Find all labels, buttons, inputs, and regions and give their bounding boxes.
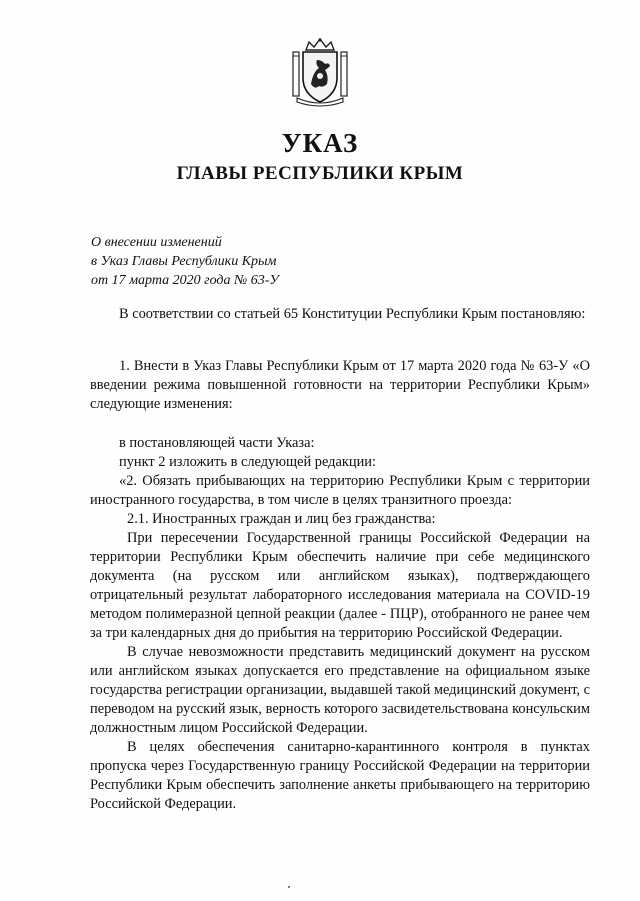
coat-of-arms-icon <box>289 36 351 108</box>
operative-part-label: в постановляющей части Указа: <box>119 435 315 451</box>
subject-line: О внесении изменений <box>91 235 222 250</box>
scan-speck <box>288 886 290 888</box>
document-subject <box>91 233 411 290</box>
preamble-block <box>90 305 590 324</box>
subject-line: от 17 марта 2020 года № 63-У <box>91 273 279 288</box>
questionnaire-paragraph: В целях обеспечения санитарно-карантинного контроля в пунктах пропуска через Государственную границу Российской Федерации на территории Республики Крым обеспечить заполнение анкеты прибывающего на территорию Российской Федерации. <box>90 739 590 812</box>
item1-paragraph: 1. Внести в Указ Главы Республики Крым от 17 марта 2020 года № 63-У «О введении режима повышенной готовности на территории Республики Крым» следующие изменения: <box>90 358 590 412</box>
document-title: УКАЗ <box>281 128 359 158</box>
item1-block <box>90 357 590 414</box>
point2-intro: пункт 2 изложить в следующей редакции: <box>119 454 376 470</box>
point2-1-heading: 2.1. Иностранных граждан и лиц без гражданства: <box>127 511 436 527</box>
preamble-paragraph: В соответствии со статьей 65 Конституции Республики Крым постановляю: <box>119 306 586 322</box>
amendments-block <box>90 434 590 814</box>
point2-paragraph: «2. Обязать прибывающих на территорию Республики Крым с территории иностранного государства, в том числе в целях транзитного проезда: <box>90 473 590 508</box>
border-crossing-paragraph: При пересечении Государственной границы Российской Федерации на территории Республики Крым обеспечить наличие при себе медицинского документа (на русском или английском языках), подтверждающего отрицательный результат лабораторного исследования материала на COVID-19 методом полимеразной цепной реакции (далее - ПЦР), отобранного не ранее чем за три календарных дня до прибытия на территорию Российской Федерации. <box>90 530 590 641</box>
document-issuer: ГЛАВЫ РЕСПУБЛИКИ КРЫМ <box>176 163 464 184</box>
subject-line: в Указ Главы Республики Крым <box>91 254 277 269</box>
translation-paragraph: В случае невозможности представить медицинский документ на русском или английском языках допускается его представление на официальном языке государства регистрации организации, выдавшей такой медицинский документ, с переводом на русский язык, верность которого засвидетельствована консульским должностным лицом Российской Федерации. <box>90 644 590 736</box>
